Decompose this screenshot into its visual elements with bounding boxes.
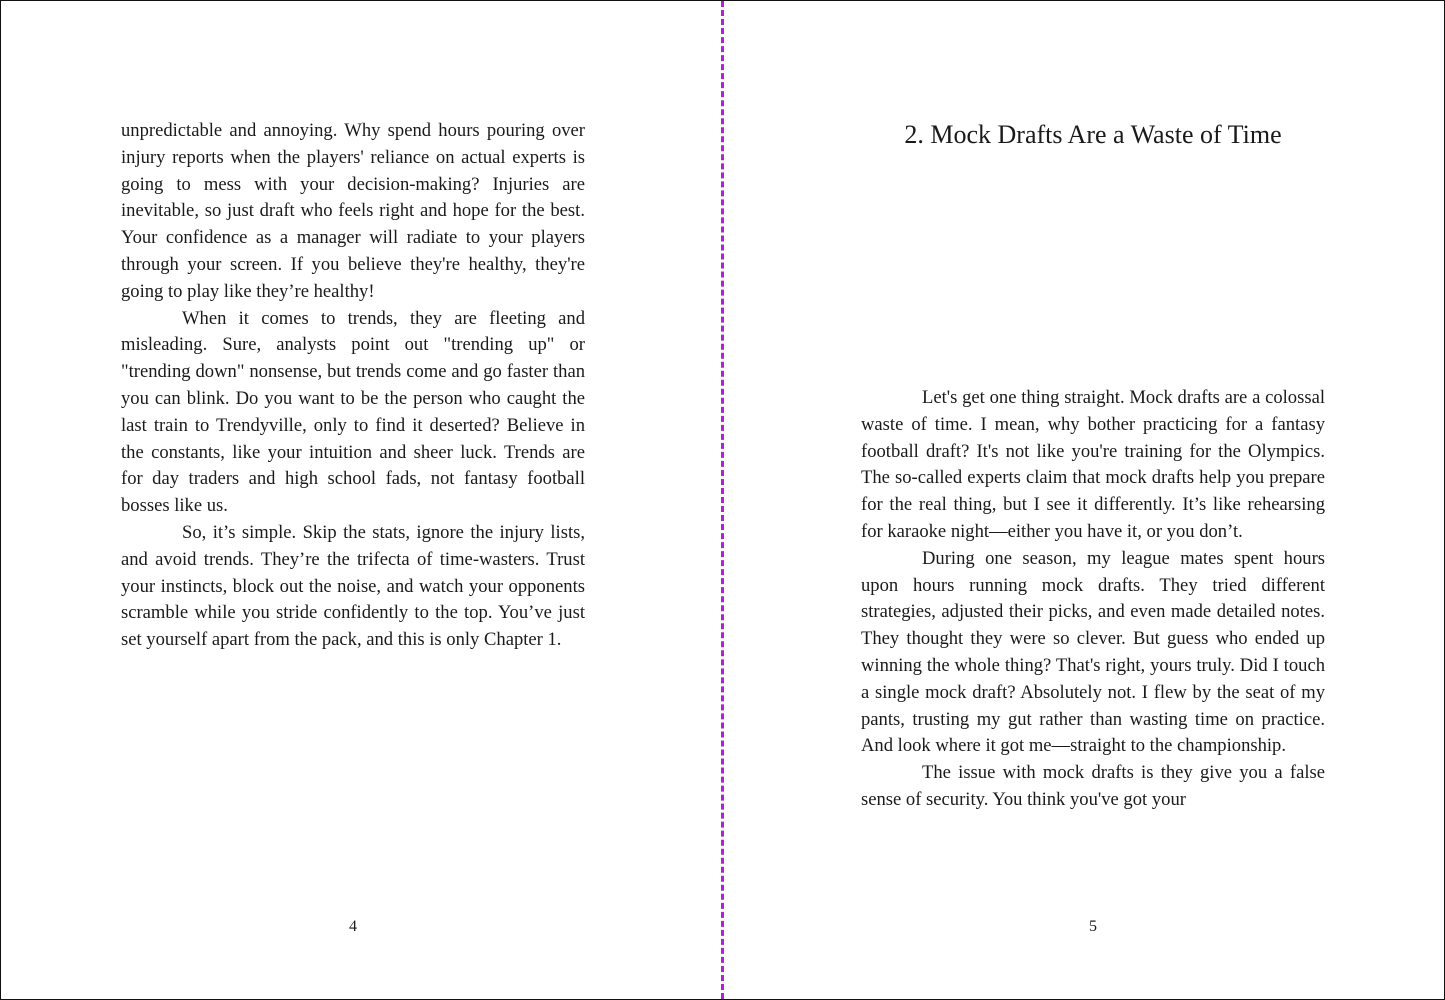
right-page xyxy=(724,1,1444,999)
right-paragraph-2: During one season, my league mates spent hours upon hours running mock drafts. They tried different strategies, adjusted their picks, and even made detailed notes. They thought they were so clever. But guess who ended up winning the whole thing? That's right, yours truly. Did I touch a single mock draft? Absolutely not. I flew by the seat of my pants, trusting my gut rather than wasting time on practice. And look where it got me—straight to the championship. xyxy=(861,547,1325,757)
left-paragraph-2: When it comes to trends, they are fleeting and misleading. Sure, analysts point out "trending up" or "trending down" nonsense, but trends come and go faster than you can blink. Do you want to be the person who caught the last train to Trendyville, only to find it deserted? Believe in the constants, like your intuition and sheer luck. Trends are for day traders and high school fads, not fantasy football bosses like us. xyxy=(121,307,585,517)
right-paragraph-1: Let's get one thing straight. Mock drafts are a colossal waste of time. I mean, why bother practicing for a fantasy football draft? It's not like you're training for the Olympics. The so-called experts claim that mock drafts help you prepare for the real thing, but I see it differently. It’s like rehearsing for karaoke night—either you have it, or you don’t. xyxy=(861,387,1325,542)
page-number-left: 4 xyxy=(349,918,357,935)
left-paragraph-1: unpredictable and annoying. Why spend hours pouring over injury reports when the players' reliance on actual experts is going to mess with your decision-making? Injuries are inevitable, so just draft who feels right and hope for the best. Your confidence as a manager will radiate to your players through your screen. If you believe they're healthy, they're going to play like they’re healthy! xyxy=(121,120,585,302)
left-page xyxy=(1,1,722,999)
right-page-body xyxy=(861,385,1325,814)
right-paragraph-3: The issue with mock drafts is they give you a false sense of security. You think you've got your xyxy=(861,762,1325,810)
left-paragraph-3: So, it’s simple. Skip the stats, ignore the injury lists, and avoid trends. They’re the trifecta of time-wasters. Trust your instincts, block out the noise, and watch your opponents scramble while you stride confidently to the top. You’ve just set yourself apart from the pack, and this is only Chapter 1. xyxy=(121,521,585,651)
page-number-right: 5 xyxy=(1089,918,1097,935)
left-page-body xyxy=(121,118,585,654)
chapter-title: 2. Mock Drafts Are a Waste of Time xyxy=(904,120,1282,149)
